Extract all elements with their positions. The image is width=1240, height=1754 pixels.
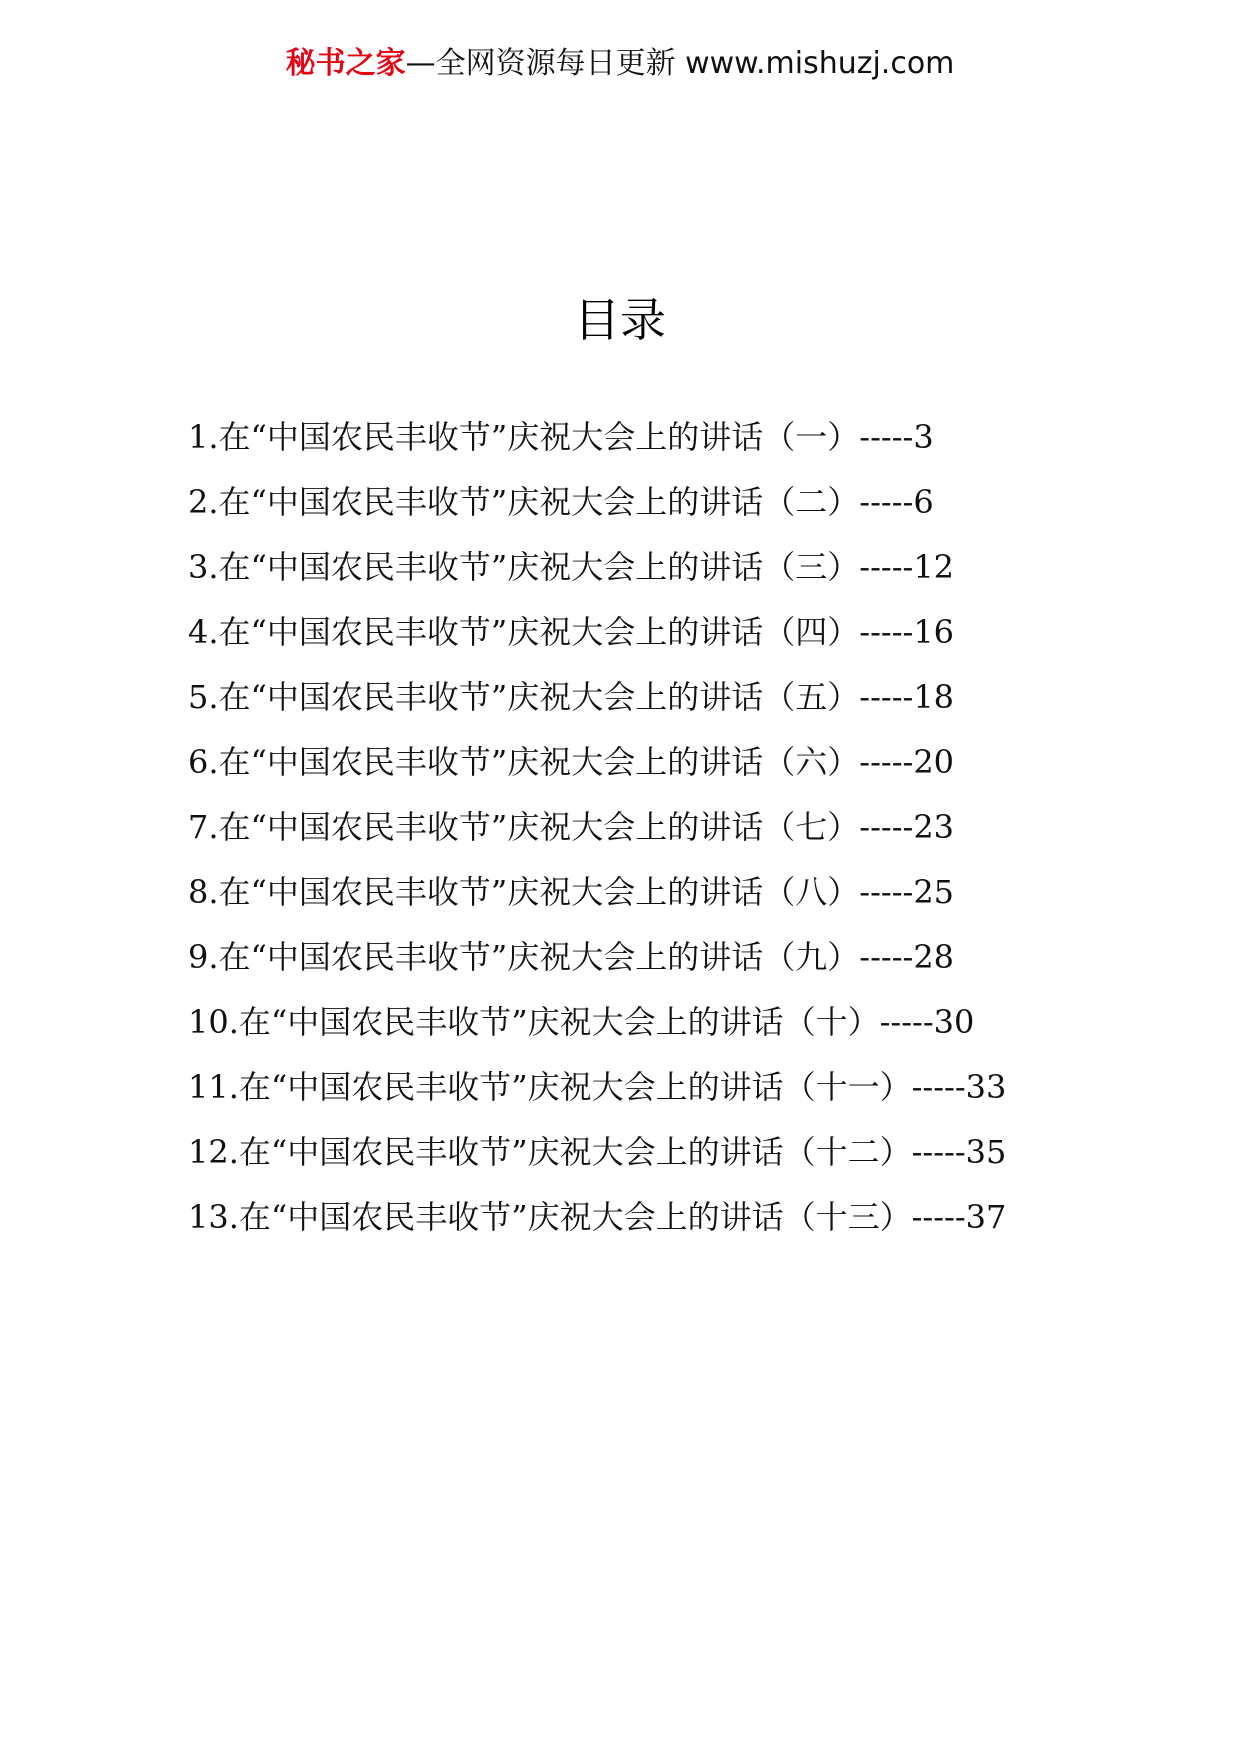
toc-entry: 2.在“中国农民丰收节”庆祝大会上的讲话（二）-----6 bbox=[188, 483, 934, 521]
toc-entry: 7.在“中国农民丰收节”庆祝大会上的讲话（七）-----23 bbox=[188, 808, 955, 846]
toc-entry: 3.在“中国农民丰收节”庆祝大会上的讲话（三）-----12 bbox=[188, 548, 955, 586]
header-tagline: —全网资源每日更新 www.mishuzj.com bbox=[405, 46, 955, 81]
toc-entry: 13.在“中国农民丰收节”庆祝大会上的讲话（十三）-----37 bbox=[188, 1198, 1007, 1236]
toc-entry: 12.在“中国农民丰收节”庆祝大会上的讲话（十二）-----35 bbox=[188, 1133, 1007, 1171]
toc-entry: 11.在“中国农民丰收节”庆祝大会上的讲话（十一）-----33 bbox=[188, 1068, 1007, 1106]
brand-name: 秘书之家 bbox=[285, 46, 406, 81]
toc-entry: 10.在“中国农民丰收节”庆祝大会上的讲话（十）-----30 bbox=[188, 1003, 975, 1041]
table-of-contents bbox=[188, 405, 1048, 1250]
toc-entry: 6.在“中国农民丰收节”庆祝大会上的讲话（六）-----20 bbox=[188, 743, 955, 781]
toc-entry: 8.在“中国农民丰收节”庆祝大会上的讲话（八）-----25 bbox=[188, 873, 955, 911]
toc-entry: 5.在“中国农民丰收节”庆祝大会上的讲话（五）-----18 bbox=[188, 678, 955, 716]
toc-entry: 9.在“中国农民丰收节”庆祝大会上的讲话（九）-----28 bbox=[188, 938, 955, 976]
toc-entry: 1.在“中国农民丰收节”庆祝大会上的讲话（一）-----3 bbox=[188, 418, 934, 456]
site-header bbox=[0, 42, 1240, 86]
page-title: 目录 bbox=[574, 293, 666, 347]
toc-entry: 4.在“中国农民丰收节”庆祝大会上的讲话（四）-----16 bbox=[188, 613, 955, 651]
